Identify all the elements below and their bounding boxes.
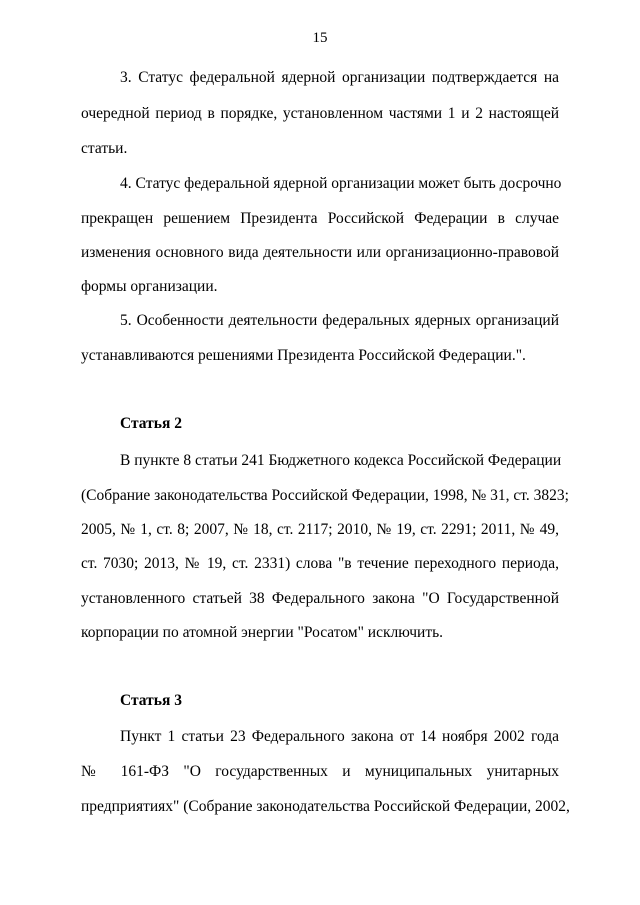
- article-2-line-2: (Собрание законодательства Российской Федерации, 1998, № 31, ст. 3823;: [81, 487, 569, 504]
- paragraph-5-line-1: 5. Особенности деятельности федеральных ядерных организаций: [120, 312, 559, 329]
- article-2-line-5: установленного статьей 38 Федерального закона "О Государственной: [81, 590, 559, 607]
- paragraph-4-line-1: 4. Статус федеральной ядерной организации может быть досрочно: [120, 175, 562, 192]
- article-3-line-2: № 161-ФЗ "О государственных и муниципальных унитарных: [81, 763, 559, 780]
- article-2-line-4: ст. 7030; 2013, № 19, ст. 2331) слова "в течение переходного периода,: [81, 555, 559, 572]
- article-2-line-6: корпорации по атомной энергии "Росатом" исключить.: [81, 624, 444, 641]
- page-number: 15: [312, 30, 328, 46]
- paragraph-3-line-2: очередной период в порядке, установленном частями 1 и 2 настоящей: [81, 105, 559, 122]
- paragraph-4-line-3: изменения основного вида деятельности или организационно-правовой: [81, 244, 559, 261]
- article-3-heading: Статья 3: [120, 692, 182, 709]
- article-2-line-1: В пункте 8 статьи 241 Бюджетного кодекса Российской Федерации: [120, 452, 562, 469]
- paragraph-5-line-2: устанавливаются решениями Президента Российской Федерации.".: [81, 347, 526, 364]
- article-3-line-1: Пункт 1 статьи 23 Федерального закона от 14 ноября 2002 года: [120, 728, 559, 745]
- article-2-heading: Статья 2: [120, 415, 182, 432]
- paragraph-4-line-4: формы организации.: [81, 278, 218, 295]
- article-2-line-3: 2005, № 1, ст. 8; 2007, № 18, ст. 2117; 2010, № 19, ст. 2291; 2011, № 49,: [81, 521, 559, 538]
- paragraph-4-line-2: прекращен решением Президента Российской Федерации в случае: [81, 210, 559, 227]
- paragraph-3-line-1: 3. Статус федеральной ядерной организации подтверждается на: [120, 69, 559, 86]
- article-3-line-3: предприятиях" (Собрание законодательства Российской Федерации, 2002,: [81, 798, 570, 815]
- paragraph-3-line-3: статьи.: [81, 140, 128, 157]
